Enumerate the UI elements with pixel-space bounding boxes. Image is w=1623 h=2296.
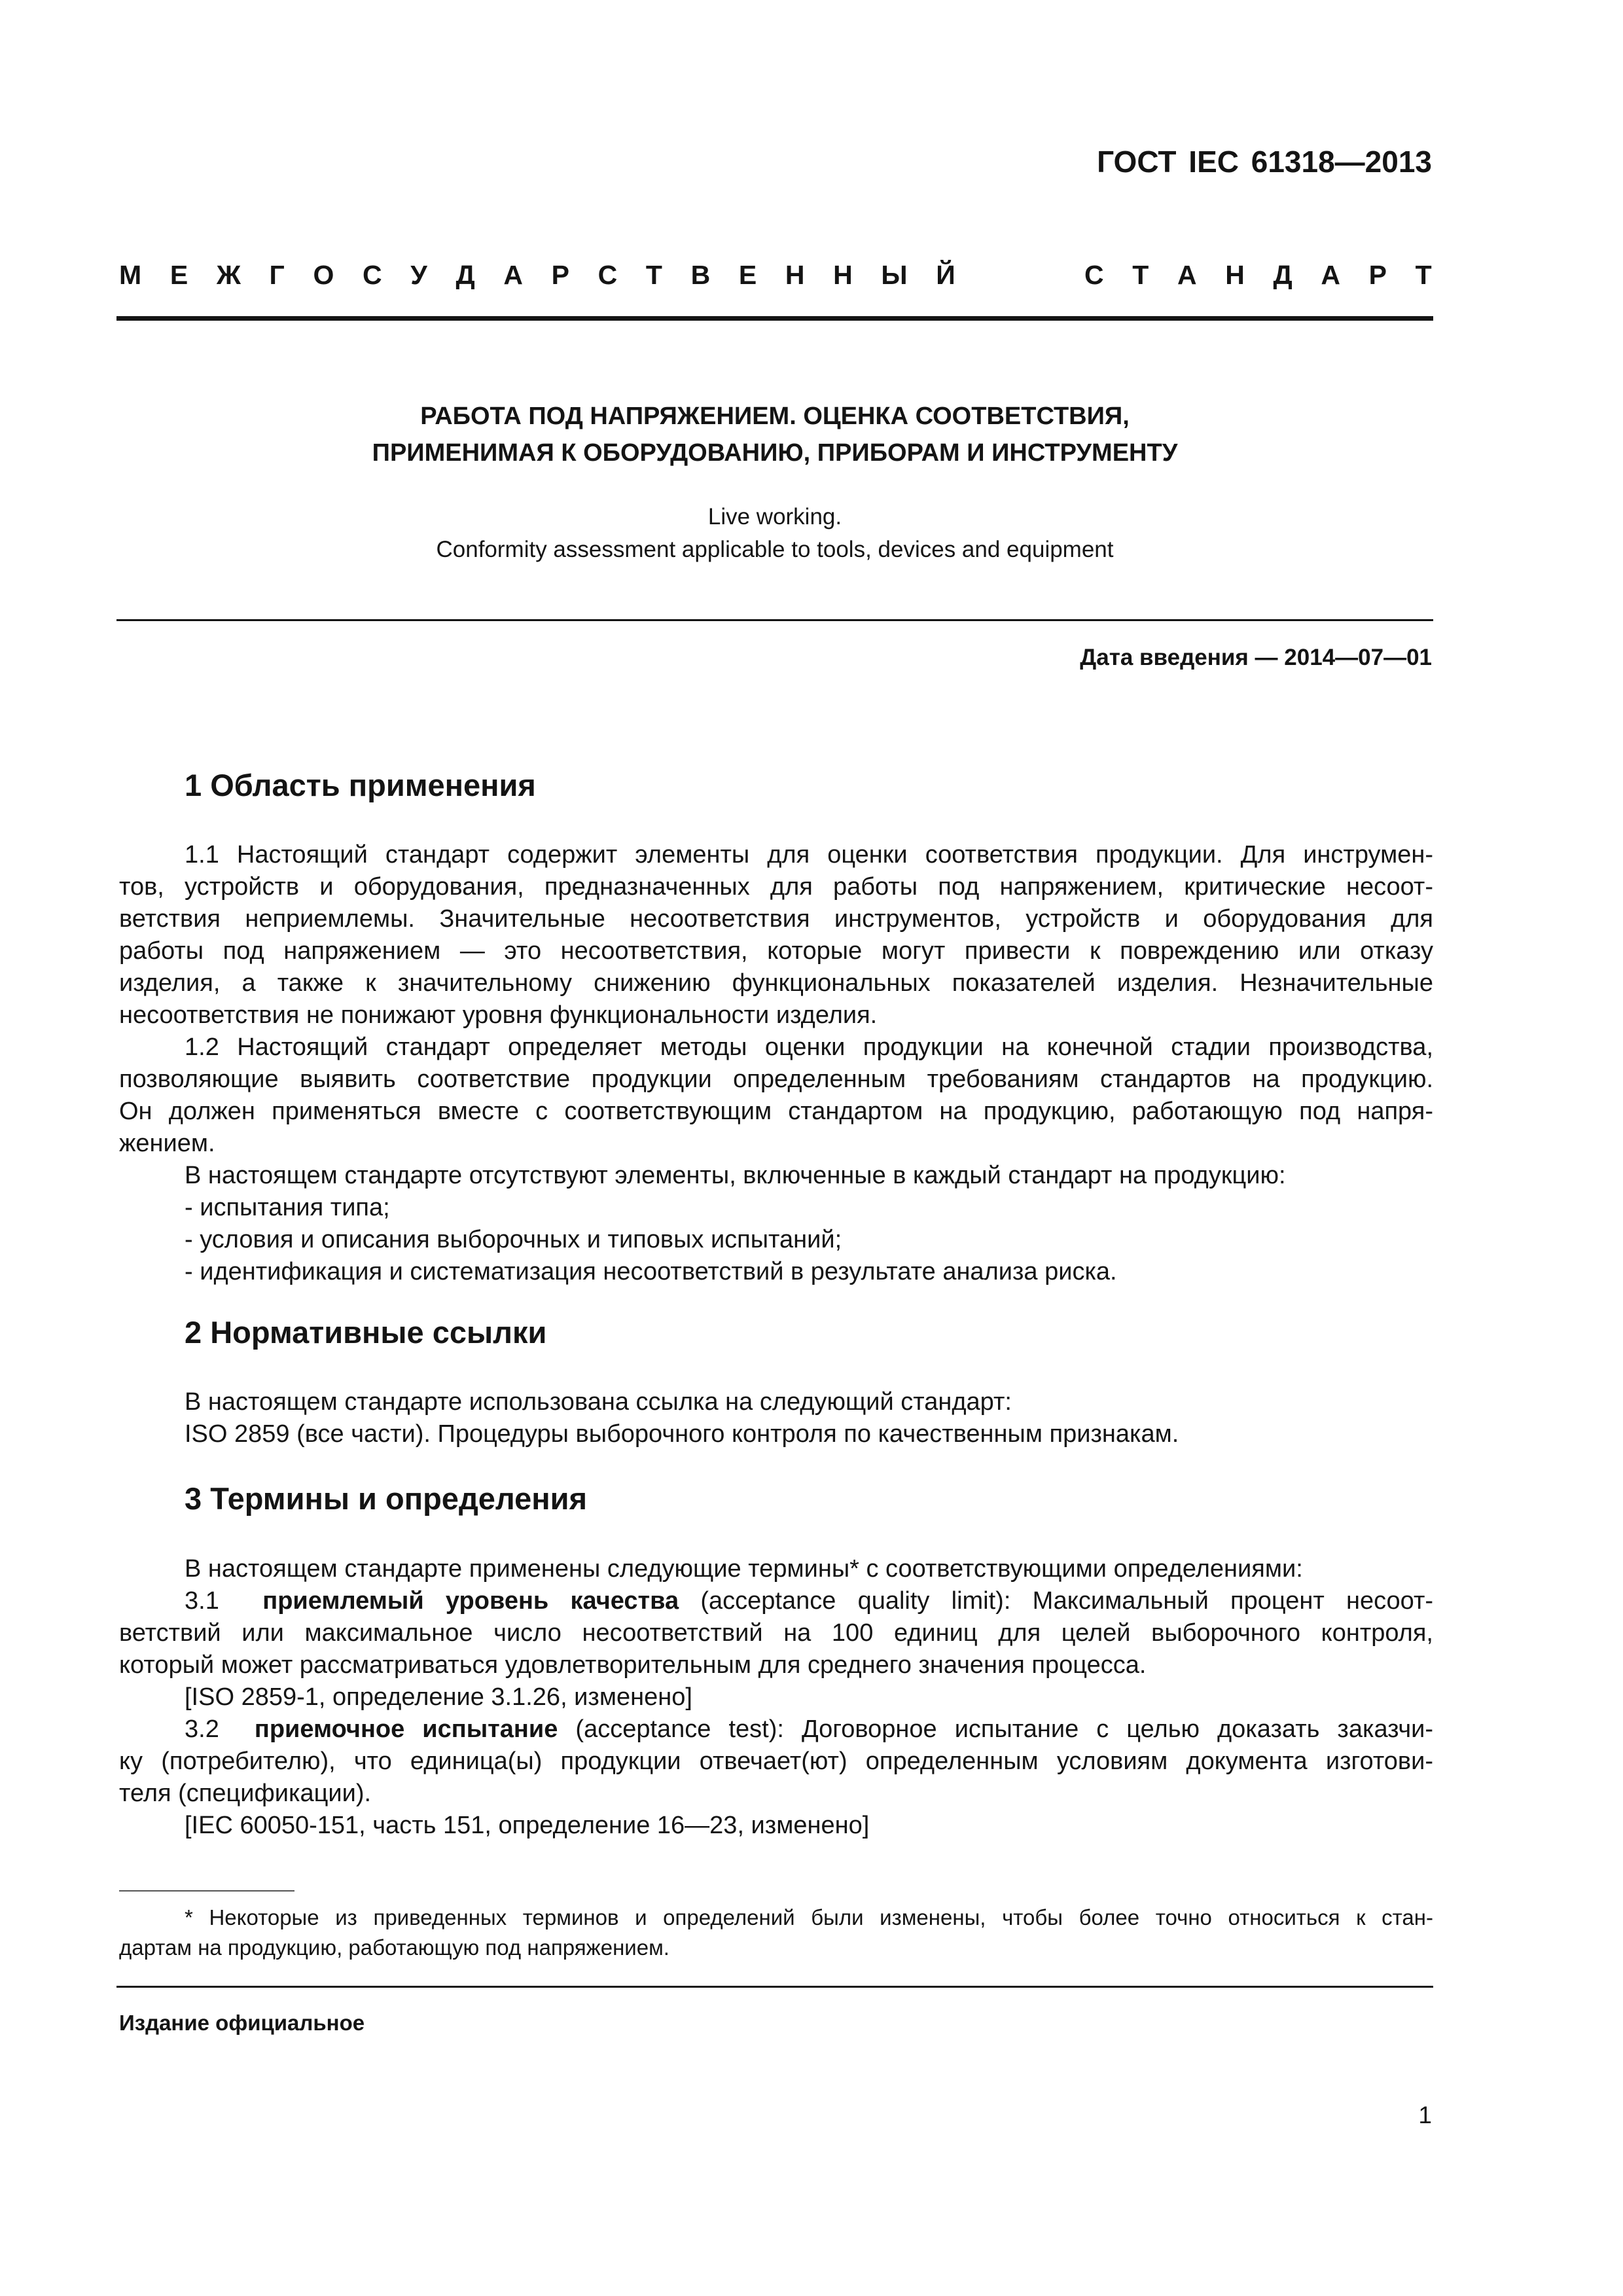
banner-letter: А (1177, 260, 1197, 290)
banner-letter: Й (936, 260, 955, 290)
banner-letter: Р (1368, 260, 1387, 290)
term-text: (acceptance test): Договорное испытание с целью доказать заказчи- (575, 1715, 1433, 1743)
banner-letter: Т (1415, 260, 1432, 290)
banner-letter: Д (1273, 260, 1293, 290)
title-line: ПРИМЕНИМАЯ К ОБОРУДОВАНИЮ, ПРИБОРАМ И ИНСТРУМЕНТУ (372, 439, 1178, 467)
edition-label: Издание официальное (119, 2011, 365, 2035)
banner-letter: Д (455, 260, 475, 290)
section-heading: 2 Нормативные ссылки (185, 1315, 547, 1350)
banner-letter: С (363, 260, 382, 290)
banner-letter: М (119, 260, 142, 290)
text-line: изделия, а также к значительному снижению функциональных показателей изделия. Незначительные (119, 969, 1433, 997)
banner-letter: Т (645, 260, 662, 290)
text-line: работы под напряжением — это несоответствия, которые могут привести к повреждению или отказу (119, 937, 1433, 965)
paragraph: В настоящем стандарте применены следующие термины* с соответствующими определениями: (185, 1555, 1303, 1583)
list-item: - условия и описания выборочных и типовых испытаний; (185, 1226, 842, 1253)
banner-letter: Ы (881, 260, 908, 290)
banner-letter: Е (169, 260, 188, 290)
text-line: позволяющие выявить соответствие продукции определенным требованиям стандартов на продукцию. (119, 1066, 1433, 1093)
text-line: ветствия неприемлемы. Значительные несоответствия инструментов, устройств и оборудования для (119, 905, 1433, 933)
banner-letter: С (597, 260, 618, 290)
banner-letter: А (1321, 260, 1340, 290)
term-text: (acceptance quality limit): Максимальный процент несоот- (700, 1587, 1434, 1615)
term-3-1 (119, 1585, 1433, 1617)
term-name: приемочное испытание (254, 1715, 558, 1743)
banner-letter: Н (833, 260, 853, 290)
term-name: приемлемый уровень качества (262, 1587, 679, 1615)
term-3-2 (119, 1713, 1433, 1746)
title-divider (116, 619, 1433, 621)
text-line: несоответствия не понижают уровня функциональности изделия. (119, 1001, 878, 1029)
banner-letter: У (410, 260, 427, 290)
text-line: тов, устройств и оборудования, предназначенных для работы под напряжением, критические несоот- (119, 873, 1433, 901)
banner-letter: Г (269, 260, 285, 290)
introduction-date: Дата введения — 2014—07—01 (1080, 645, 1432, 670)
english-title-line: Live working. (707, 504, 842, 529)
footnote (119, 1903, 1433, 1963)
page-number: 1 (1418, 2102, 1432, 2128)
section-1-body (119, 839, 1433, 1288)
banner-letter: С (1084, 260, 1104, 290)
list-item: - испытания типа; (185, 1194, 390, 1221)
text-line: 1.1 Настоящий стандарт содержит элементы для оценки соответствия продукции. Для инструмен- (185, 841, 1433, 869)
text-line: 1.2 Настоящий стандарт определяет методы оценки продукции на конечной стадии производства, (185, 1033, 1433, 1061)
document-title (116, 398, 1433, 471)
banner-letter: В (690, 260, 711, 290)
term-source: [ISO 2859-1, определение 3.1.26, изменено] (185, 1683, 692, 1711)
term-source: [IEC 60050-151, часть 151, определение 16—23, изменено] (185, 1812, 870, 1839)
english-title (116, 501, 1433, 566)
text-line: ветствий или максимальное число несоответствий на 100 единиц для целей выборочного контроля, (119, 1619, 1433, 1647)
banner-word-gap (984, 255, 1056, 295)
banner-letter: Н (785, 260, 805, 290)
footnote-line: дартам на продукцию, работающую под напряжением. (119, 1935, 669, 1960)
text-line: который может рассматриваться удовлетворительным для среднего значения процесса. (119, 1651, 1147, 1679)
section-2-body (119, 1386, 1433, 1450)
banner-letter: Е (738, 260, 757, 290)
text-line: теля (спецификации). (119, 1780, 372, 1807)
header-divider (116, 316, 1433, 321)
term-number: 3.2 (185, 1715, 219, 1743)
footnote-line: * Некоторые из приведенных терминов и определений были изменены, чтобы более точно относиться к стан- (185, 1905, 1433, 1929)
banner-letter: Т (1132, 260, 1149, 290)
paragraph: В настоящем стандарте отсутствуют элементы, включенные в каждый стандарт на продукцию: (185, 1162, 1286, 1189)
section-3-body (119, 1553, 1433, 1842)
section-heading: 3 Термины и определения (185, 1481, 587, 1516)
term-number: 3.1 (185, 1587, 219, 1615)
section-heading: 1 Область применения (185, 768, 536, 802)
banner-letter: А (503, 260, 523, 290)
english-title-line: Conformity assessment applicable to tools, devices and equipment (436, 537, 1114, 562)
footnote-separator (119, 1890, 294, 1892)
paragraph: ISO 2859 (все части). Процедуры выборочного контроля по качественным признакам. (185, 1420, 1179, 1448)
banner-letter: Р (551, 260, 569, 290)
text-line: жением. (119, 1130, 215, 1157)
standard-code: ГОСТ IEC 61318—2013 (1097, 145, 1432, 179)
list-item: - идентификация и систематизация несоответствий в результате анализа риска. (185, 1258, 1117, 1285)
text-line: ку (потребителю), что единица(ы) продукции отвечает(ют) определенным условиям документа изготови- (119, 1748, 1433, 1775)
title-line: РАБОТА ПОД НАПРЯЖЕНИЕМ. ОЦЕНКА СООТВЕТСТВИЯ, (420, 403, 1130, 430)
footer-divider (116, 1986, 1433, 1988)
banner-letter: Н (1225, 260, 1245, 290)
text-line: Он должен применяться вместе с соответствующим стандартом на продукцию, работающую под напря- (119, 1098, 1433, 1125)
interstate-standard-banner (119, 255, 1432, 295)
banner-letter: О (313, 260, 334, 290)
paragraph: В настоящем стандарте использована ссылка на следующий стандарт: (185, 1388, 1012, 1416)
banner-letter: Ж (216, 260, 241, 290)
